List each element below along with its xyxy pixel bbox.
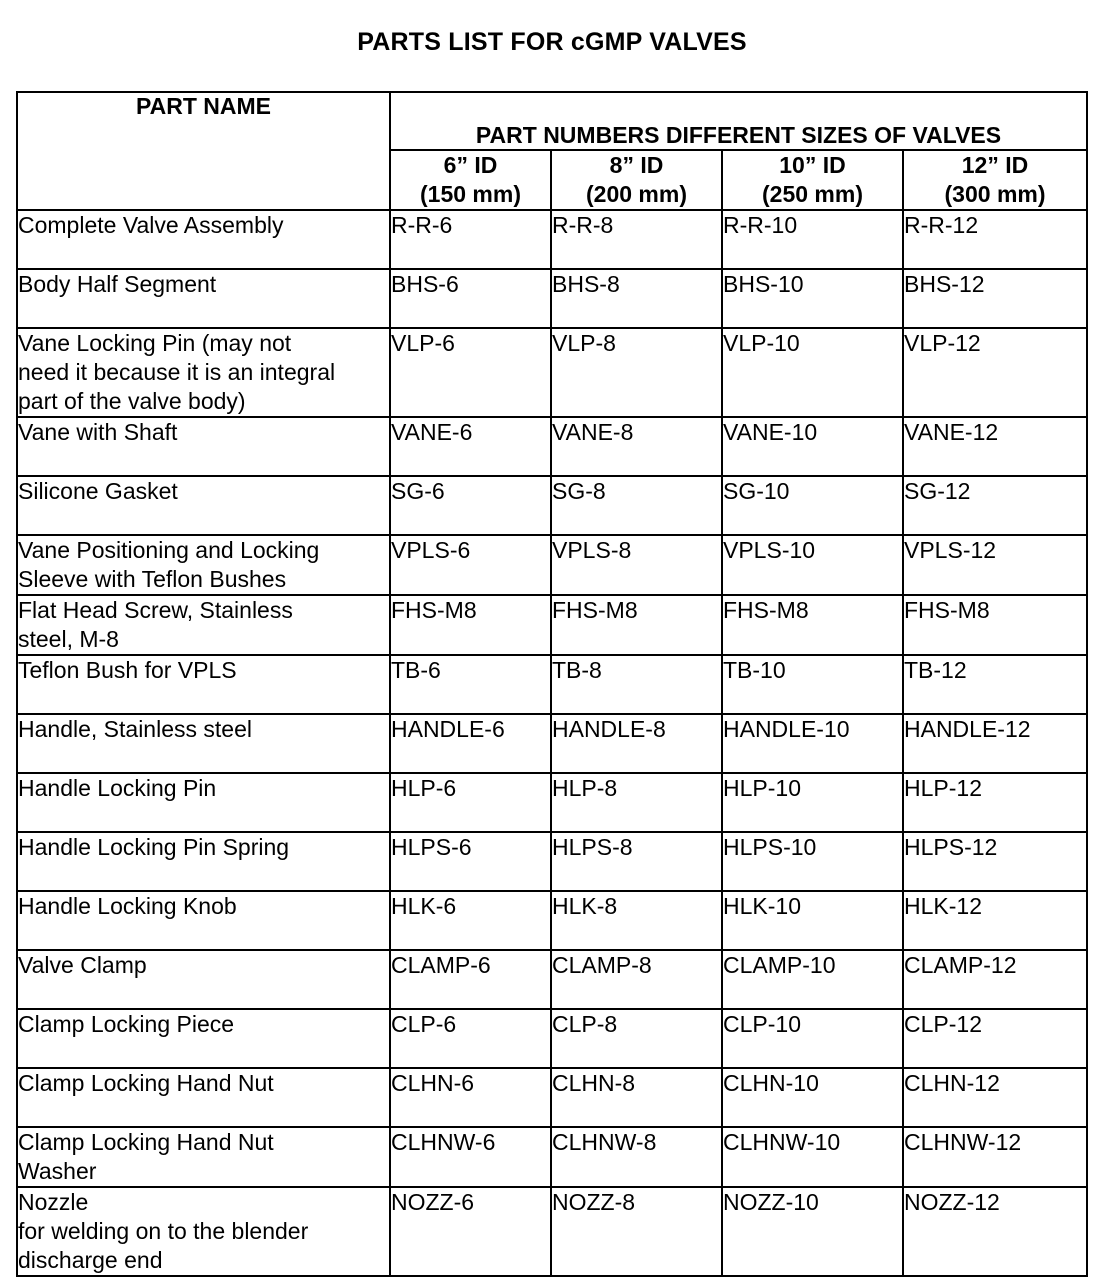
part-number-10: VPLS-10 xyxy=(722,535,903,595)
part-number-8: CLHN-8 xyxy=(551,1068,722,1127)
part-number-10: SG-10 xyxy=(722,476,903,535)
table-row xyxy=(17,1127,1087,1187)
part-number-10: VLP-10 xyxy=(722,328,903,417)
part-number-6: CLAMP-6 xyxy=(390,950,551,1009)
part-name-cell: Body Half Segment xyxy=(17,269,390,328)
part-number-8: HLPS-8 xyxy=(551,832,722,891)
part-number-10: CLHN-10 xyxy=(722,1068,903,1127)
part-number-8: HLP-8 xyxy=(551,773,722,832)
part-number-12: HLPS-12 xyxy=(903,832,1087,891)
size-mm: (250 mm) xyxy=(762,181,863,207)
part-number-10: CLHNW-10 xyxy=(722,1127,903,1187)
part-number-12: HLP-12 xyxy=(903,773,1087,832)
part-number-12: R-R-12 xyxy=(903,210,1087,269)
table-row xyxy=(17,535,1087,595)
part-number-8: CLHNW-8 xyxy=(551,1127,722,1187)
size-mm: (200 mm) xyxy=(586,181,687,207)
table-row xyxy=(17,210,1087,269)
parts-table-body xyxy=(17,210,1087,1276)
part-number-12: BHS-12 xyxy=(903,269,1087,328)
part-number-8: VLP-8 xyxy=(551,328,722,417)
part-name-cell: Valve Clamp xyxy=(17,950,390,1009)
part-name-cell: Clamp Locking Piece xyxy=(17,1009,390,1068)
part-number-8: FHS-M8 xyxy=(551,595,722,655)
part-number-12: VANE-12 xyxy=(903,417,1087,476)
table-row xyxy=(17,714,1087,773)
part-number-6: CLHNW-6 xyxy=(390,1127,551,1187)
part-number-8: HANDLE-8 xyxy=(551,714,722,773)
part-number-12: CLAMP-12 xyxy=(903,950,1087,1009)
part-number-8: NOZZ-8 xyxy=(551,1187,722,1276)
part-number-8: R-R-8 xyxy=(551,210,722,269)
part-number-10: NOZZ-10 xyxy=(722,1187,903,1276)
part-number-12: VLP-12 xyxy=(903,328,1087,417)
table-row xyxy=(17,476,1087,535)
part-name-cell: Vane Locking Pin (may not need it because it is an integral part of the valve body) xyxy=(17,328,390,417)
size-id: 10” ID xyxy=(779,152,846,178)
part-number-8: CLP-8 xyxy=(551,1009,722,1068)
header-size-8 xyxy=(551,150,722,210)
part-number-12: CLP-12 xyxy=(903,1009,1087,1068)
table-row xyxy=(17,269,1087,328)
header-part-name: PART NAME xyxy=(17,92,390,210)
part-number-8: VANE-8 xyxy=(551,417,722,476)
part-number-12: CLHNW-12 xyxy=(903,1127,1087,1187)
part-number-6: CLHN-6 xyxy=(390,1068,551,1127)
part-number-10: HLPS-10 xyxy=(722,832,903,891)
table-row xyxy=(17,1068,1087,1127)
part-number-10: HLP-10 xyxy=(722,773,903,832)
part-name-cell: Handle Locking Pin Spring xyxy=(17,832,390,891)
size-id: 8” ID xyxy=(609,152,664,178)
part-number-12: NOZZ-12 xyxy=(903,1187,1087,1276)
part-number-8: VPLS-8 xyxy=(551,535,722,595)
part-name-cell: Flat Head Screw, Stainless steel, M-8 xyxy=(17,595,390,655)
part-number-10: TB-10 xyxy=(722,655,903,714)
part-number-6: R-R-6 xyxy=(390,210,551,269)
part-number-12: VPLS-12 xyxy=(903,535,1087,595)
part-number-6: CLP-6 xyxy=(390,1009,551,1068)
part-number-10: CLAMP-10 xyxy=(722,950,903,1009)
table-row xyxy=(17,1009,1087,1068)
part-name-cell: Clamp Locking Hand Nut xyxy=(17,1068,390,1127)
part-number-8: SG-8 xyxy=(551,476,722,535)
part-number-6: NOZZ-6 xyxy=(390,1187,551,1276)
table-row xyxy=(17,595,1087,655)
parts-table xyxy=(16,91,1088,1277)
part-number-12: FHS-M8 xyxy=(903,595,1087,655)
header-part-numbers: PART NUMBERS DIFFERENT SIZES OF VALVES xyxy=(390,92,1087,150)
part-number-6: HANDLE-6 xyxy=(390,714,551,773)
part-number-6: VANE-6 xyxy=(390,417,551,476)
part-number-6: VLP-6 xyxy=(390,328,551,417)
header-size-12 xyxy=(903,150,1087,210)
part-number-10: FHS-M8 xyxy=(722,595,903,655)
part-number-12: TB-12 xyxy=(903,655,1087,714)
part-name-cell: Nozzle for welding on to the blender discharge end xyxy=(17,1187,390,1276)
part-number-12: HANDLE-12 xyxy=(903,714,1087,773)
part-number-10: HANDLE-10 xyxy=(722,714,903,773)
header-size-10 xyxy=(722,150,903,210)
part-number-10: R-R-10 xyxy=(722,210,903,269)
part-name-cell: Handle Locking Pin xyxy=(17,773,390,832)
part-number-10: CLP-10 xyxy=(722,1009,903,1068)
part-name-cell: Handle, Stainless steel xyxy=(17,714,390,773)
part-name-cell: Handle Locking Knob xyxy=(17,891,390,950)
part-number-10: VANE-10 xyxy=(722,417,903,476)
table-row xyxy=(17,328,1087,417)
size-id: 12” ID xyxy=(961,152,1029,178)
part-number-6: SG-6 xyxy=(390,476,551,535)
part-number-6: FHS-M8 xyxy=(390,595,551,655)
part-number-6: VPLS-6 xyxy=(390,535,551,595)
part-number-8: CLAMP-8 xyxy=(551,950,722,1009)
table-row xyxy=(17,655,1087,714)
part-number-6: BHS-6 xyxy=(390,269,551,328)
part-number-12: CLHN-12 xyxy=(903,1068,1087,1127)
part-name-cell: Complete Valve Assembly xyxy=(17,210,390,269)
table-row xyxy=(17,1187,1087,1276)
part-name-cell: Vane Positioning and Locking Sleeve with Teflon Bushes xyxy=(17,535,390,595)
part-number-10: BHS-10 xyxy=(722,269,903,328)
part-number-6: HLP-6 xyxy=(390,773,551,832)
part-number-6: HLPS-6 xyxy=(390,832,551,891)
size-id: 6” ID xyxy=(443,152,498,178)
part-number-8: TB-8 xyxy=(551,655,722,714)
part-number-10: HLK-10 xyxy=(722,891,903,950)
part-number-12: SG-12 xyxy=(903,476,1087,535)
part-number-12: HLK-12 xyxy=(903,891,1087,950)
size-mm: (150 mm) xyxy=(420,181,521,207)
part-name-cell: Teflon Bush for VPLS xyxy=(17,655,390,714)
part-name-cell: Vane with Shaft xyxy=(17,417,390,476)
table-row xyxy=(17,417,1087,476)
part-number-6: TB-6 xyxy=(390,655,551,714)
part-number-8: BHS-8 xyxy=(551,269,722,328)
part-name-cell: Clamp Locking Hand Nut Washer xyxy=(17,1127,390,1187)
size-mm: (300 mm) xyxy=(944,181,1046,207)
header-size-6 xyxy=(390,150,551,210)
part-number-6: HLK-6 xyxy=(390,891,551,950)
part-number-8: HLK-8 xyxy=(551,891,722,950)
page-title: PARTS LIST FOR cGMP VALVES xyxy=(357,28,747,56)
table-row xyxy=(17,832,1087,891)
table-row xyxy=(17,950,1087,1009)
table-row xyxy=(17,773,1087,832)
part-name-cell: Silicone Gasket xyxy=(17,476,390,535)
table-row xyxy=(17,891,1087,950)
